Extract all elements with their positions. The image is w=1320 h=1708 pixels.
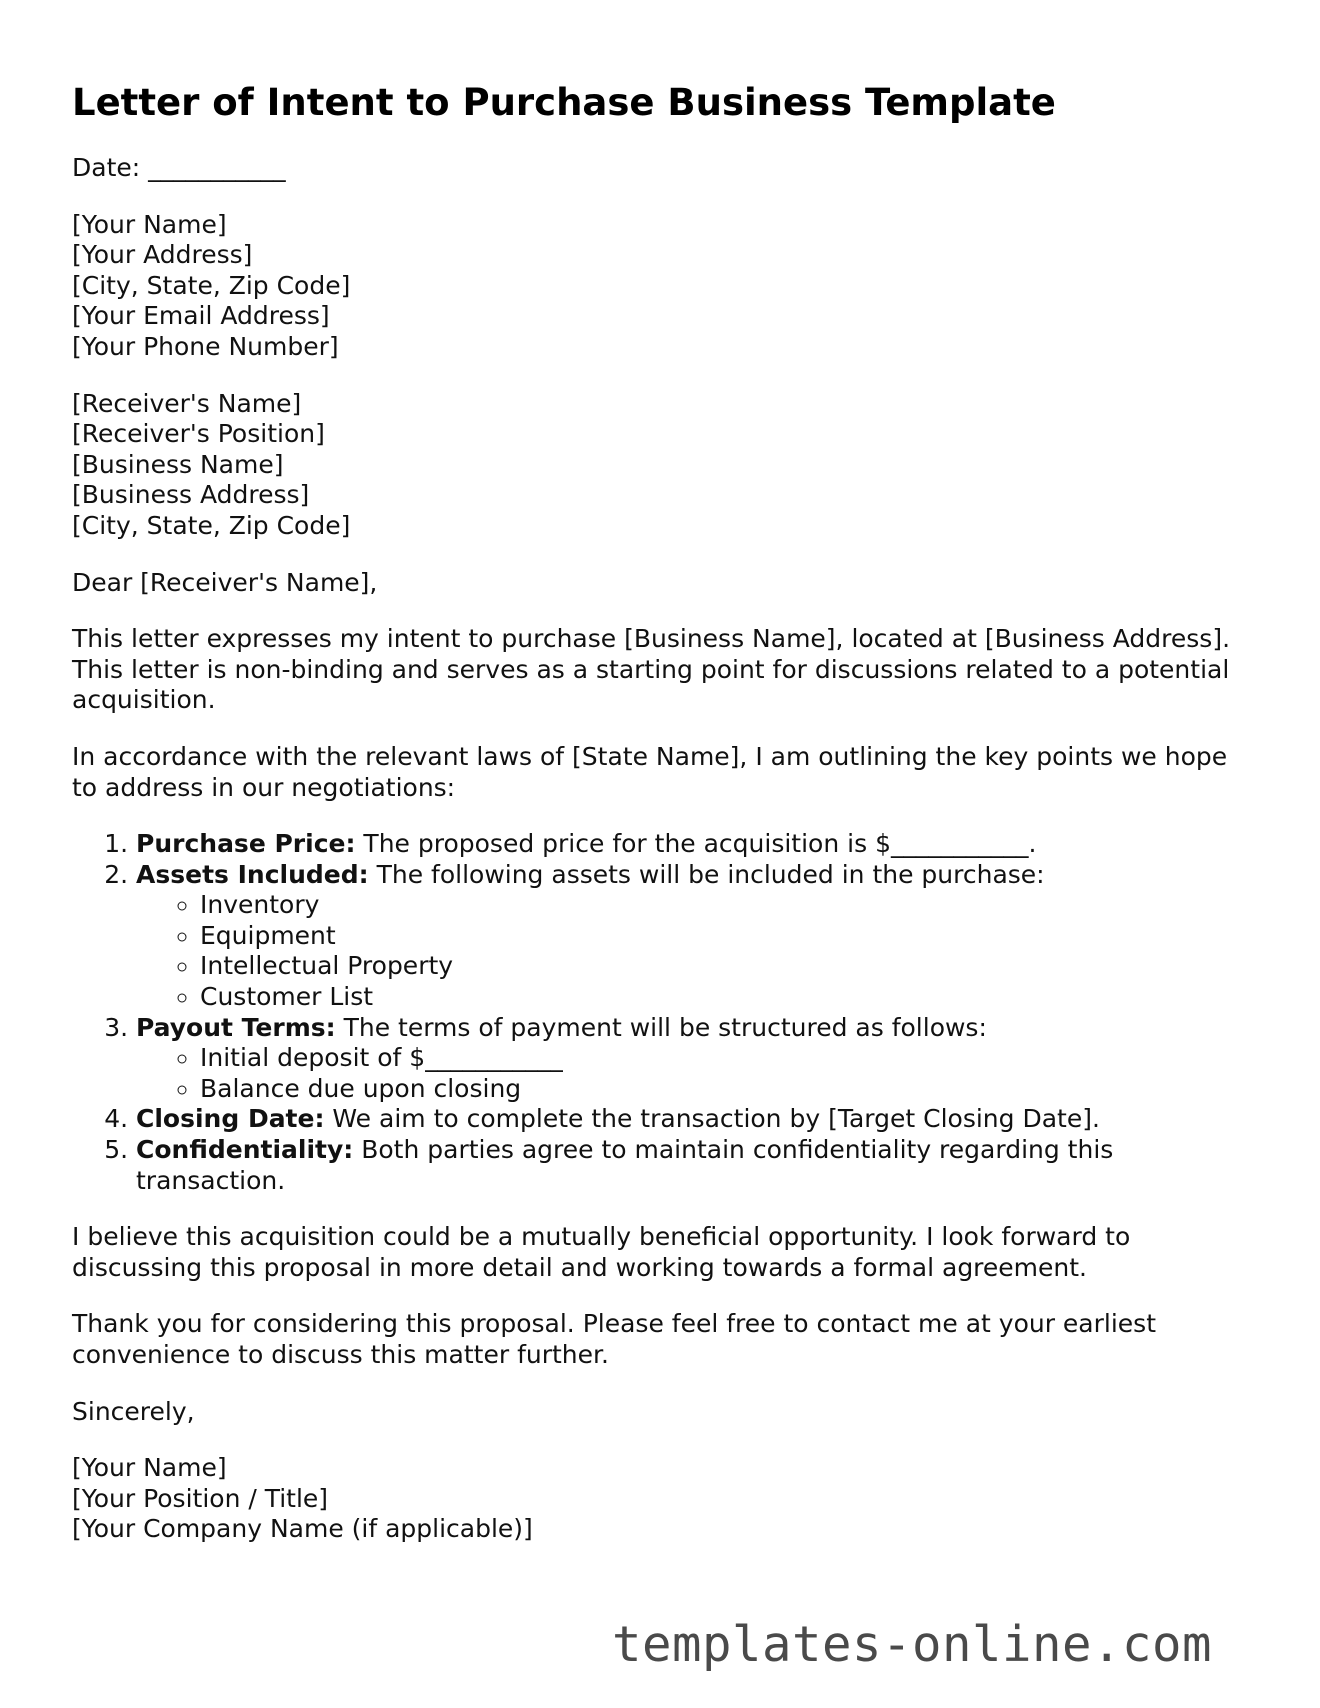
sublist-item: ◦ Customer List bbox=[200, 982, 1252, 1013]
list-item bbox=[136, 860, 1252, 1013]
receiver-name: [Receiver's Name] bbox=[72, 388, 302, 418]
date-line: Date: ___________ bbox=[72, 153, 286, 182]
point-term: Assets Included: bbox=[136, 859, 369, 889]
sender-name: [Your Name] bbox=[72, 209, 227, 239]
sublist-item: ◦ Intellectual Property bbox=[200, 951, 1252, 982]
sublist-item: ◦ Inventory bbox=[200, 890, 1252, 921]
letter-document bbox=[72, 80, 1252, 1571]
laws-paragraph: In accordance with the relevant laws of [State Name], I am outlining the key points we hope to address in our negotiations: bbox=[72, 741, 1228, 802]
point-text: The following assets will be included in the purchase: bbox=[368, 859, 1045, 889]
sublist-item: ◦ Initial deposit of $___________ bbox=[200, 1043, 1252, 1074]
business-address: [Business Address] bbox=[72, 480, 310, 510]
signature-block bbox=[72, 1453, 1252, 1545]
list-item bbox=[136, 1104, 1252, 1135]
receiver-position: [Receiver's Position] bbox=[72, 419, 325, 449]
sender-phone: [Your Phone Number] bbox=[72, 331, 339, 361]
list-item bbox=[136, 829, 1252, 860]
sublist-item: ◦ Balance due upon closing bbox=[200, 1074, 1252, 1105]
point-term: Payout Terms: bbox=[136, 1012, 336, 1042]
point-text: Both parties agree to maintain confidentiality regarding this transaction. bbox=[136, 1135, 1114, 1195]
sublist-item: ◦ Equipment bbox=[200, 921, 1252, 952]
list-item bbox=[136, 1013, 1252, 1105]
key-points-list bbox=[72, 829, 1252, 1196]
thanks-paragraph: Thank you for considering this proposal. Please feel free to contact me at your earliest convenience to discuss this matter further. bbox=[72, 1309, 1157, 1369]
sender-address: [Your Address] bbox=[72, 240, 253, 270]
business-name: [Business Name] bbox=[72, 449, 284, 479]
point-term: Closing Date: bbox=[136, 1104, 325, 1134]
signature-name: [Your Name] bbox=[72, 1453, 227, 1483]
point-text: The proposed price for the acquisition is $___________. bbox=[355, 829, 1037, 859]
belief-paragraph: I believe this acquisition could be a mutually beneficial opportunity. I look forward to discussing this proposal in more detail and working towards a formal agreement. bbox=[72, 1222, 1131, 1282]
signature-title: [Your Position / Title] bbox=[72, 1483, 329, 1513]
point-text: We aim to complete the transaction by [Target Closing Date]. bbox=[324, 1104, 1100, 1134]
sender-address-block bbox=[72, 210, 1252, 363]
signature-company: [Your Company Name (if applicable)] bbox=[72, 1514, 533, 1544]
watermark: templates-online.com bbox=[612, 1616, 1213, 1673]
point-term: Purchase Price: bbox=[136, 829, 356, 859]
list-item bbox=[136, 1135, 1252, 1196]
assets-sublist bbox=[136, 890, 1252, 1012]
payment-sublist bbox=[136, 1043, 1252, 1104]
salutation: Dear [Receiver's Name], bbox=[72, 567, 378, 597]
receiver-city-state-zip: [City, State, Zip Code] bbox=[72, 510, 351, 540]
point-term: Confidentiality: bbox=[136, 1135, 354, 1165]
closing: Sincerely, bbox=[72, 1396, 195, 1426]
point-text: The terms of payment will be structured as follows: bbox=[335, 1012, 987, 1042]
intro-paragraph: This letter expresses my intent to purchase [Business Name], located at [Business Address]. This letter is non-binding and serves as a starting point for discussions related to a potential acquisition. bbox=[72, 624, 1231, 715]
receiver-address-block bbox=[72, 389, 1252, 542]
page-title: Letter of Intent to Purchase Business Template bbox=[72, 81, 1056, 124]
sender-city-state-zip: [City, State, Zip Code] bbox=[72, 270, 351, 300]
sender-email: [Your Email Address] bbox=[72, 301, 330, 331]
